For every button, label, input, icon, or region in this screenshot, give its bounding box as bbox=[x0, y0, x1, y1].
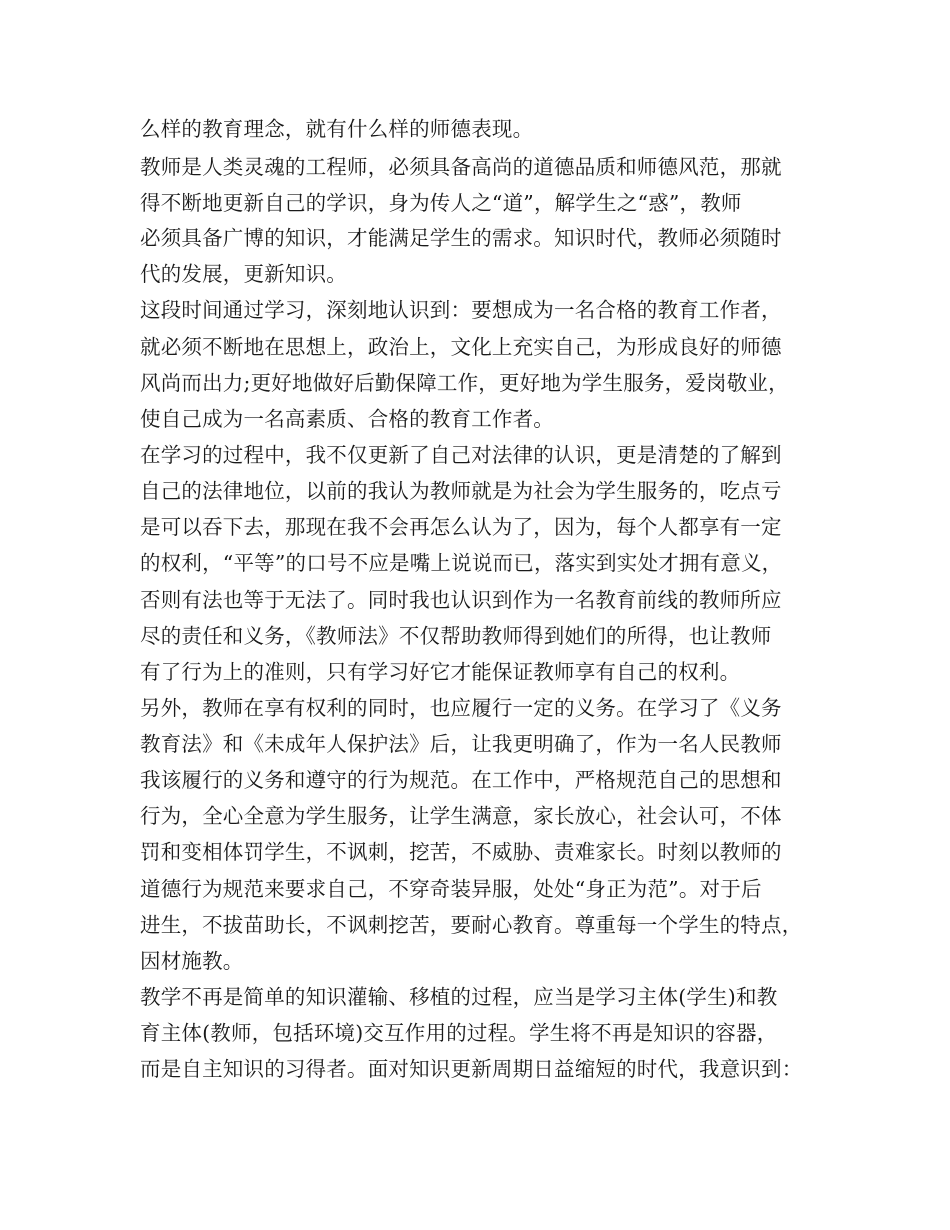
text-line: 否则有法也等于无法了。同时我也认识到作为一名教育前线的教师所应 bbox=[140, 588, 782, 612]
text-line: 罚和变相体罚学生，不讽刺，挖苦，不威胁、责难家长。时刻以教师的 bbox=[140, 840, 782, 864]
text-line: 在学习的过程中，我不仅更新了自己对法律的认识，更是清楚的了解到 bbox=[140, 443, 782, 467]
text-line: 必须具备广博的知识，才能满足学生的需求。知识时代，教师必须随时 bbox=[140, 226, 782, 250]
text-line: 代的发展，更新知识。 bbox=[140, 262, 347, 286]
text-line: 另外，教师在享有权利的同时，也应履行一定的义务。在学习了《义务 bbox=[140, 696, 782, 720]
text-line: 进生，不拔苗助长，不讽刺挖苦，要耐心教育。尊重每一个学生的特点， bbox=[140, 913, 803, 937]
text-line: 而是自主知识的习得者。面对知识更新周期日益缩短的时代，我意识到： bbox=[140, 1057, 803, 1081]
text-line: 教师是人类灵魂的工程师，必须具备高尚的道德品质和师德风范，那就 bbox=[140, 155, 782, 179]
text-line: 的权利，“平等”的口号不应是嘴上说说而已，落实到实处才拥有意义， bbox=[140, 551, 783, 575]
text-line: 使自己成为一名高素质、合格的教育工作者。 bbox=[140, 407, 554, 431]
text-line: 教育法》和《未成年人保护法》后，让我更明确了，作为一名人民教师 bbox=[140, 732, 782, 756]
text-line: 因材施教。 bbox=[140, 949, 244, 973]
text-line: 育主体(教师，包括环境)交互作用的过程。学生将不再是知识的容器， bbox=[140, 1021, 778, 1045]
text-line: 行为，全心全意为学生服务，让学生满意，家长放心，社会认可，不体 bbox=[140, 804, 782, 828]
text-line: 得不断地更新自己的学识，身为传人之“道”，解学生之“惑”，教师 bbox=[140, 191, 742, 215]
text-line: 是可以吞下去，那现在我不会再怎么认为了，因为，每个人都享有一定 bbox=[140, 515, 782, 539]
text-line: 风尚而出力;更好地做好后勤保障工作，更好地为学生服务，爱岗敬业， bbox=[140, 371, 789, 395]
text-line: 这段时间通过学习，深刻地认识到：要想成为一名合格的教育工作者， bbox=[140, 298, 782, 322]
text-line: 道德行为规范来要求自己，不穿奇装异服，处处“身正为范”。对于后 bbox=[140, 877, 762, 901]
text-line: 我该履行的义务和遵守的行为规范。在工作中，严格规范自己的思想和 bbox=[140, 768, 782, 792]
text-line: 么样的教育理念，就有什么样的师德表现。 bbox=[140, 117, 534, 141]
text-line: 尽的责任和义务，《教师法》不仅帮助教师得到她们的所得，也让教师 bbox=[140, 624, 772, 648]
text-line: 有了行为上的准则，只有学习好它才能保证教师享有自己的权利。 bbox=[140, 660, 741, 684]
text-line: 自己的法律地位，以前的我认为教师就是为社会为学生服务的，吃点亏 bbox=[140, 479, 782, 503]
text-line: 就必须不断地在思想上，政治上，文化上充实自己，为形成良好的师德 bbox=[140, 335, 782, 359]
text-line: 教学不再是简单的知识灌输、移植的过程，应当是学习主体(学生)和教 bbox=[140, 985, 778, 1009]
